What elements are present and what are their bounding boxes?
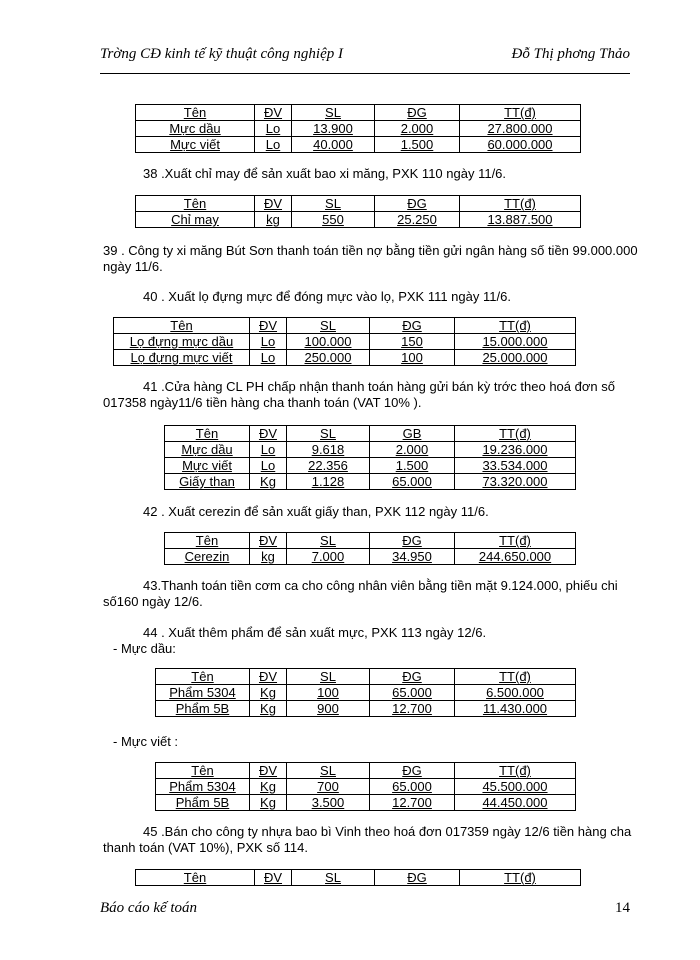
- cell-name: Phẩm 5304: [156, 779, 250, 795]
- table-header-row: [165, 426, 576, 442]
- col-price: ĐG: [375, 196, 460, 212]
- cell-unit: Lo: [255, 137, 292, 153]
- col-qty: SL: [292, 105, 375, 121]
- table-row: [156, 685, 576, 701]
- cell-price: 150: [370, 334, 455, 350]
- cell-total: 73.320.000: [455, 474, 576, 490]
- cell-name: Lọ đựng mực viết: [114, 350, 250, 366]
- table-row: [156, 701, 576, 717]
- paragraph-45: 45 .Bán cho công ty nhựa bao bì Vinh theo hoá đơn 017359 ngày 12/6 tiền hàng cha thanh toán (VAT 10%), PXK số 114.: [103, 824, 632, 855]
- cell-unit: Lo: [250, 442, 287, 458]
- col-qty: SL: [287, 533, 370, 549]
- cell-qty: 40.000: [292, 137, 375, 153]
- subheading-ink-oil: - Mực dầu:: [113, 641, 176, 656]
- cell-price: 25.250: [375, 212, 460, 228]
- col-name: Tên: [156, 669, 250, 685]
- table-header-row: [165, 533, 576, 549]
- table-row: [136, 121, 581, 137]
- paragraph-39: 39 . Công ty xi măng Bút Sơn thanh toán tiền nợ bằng tiền gửi ngân hàng số tiền 99.000.000 ngày 11/6.: [103, 243, 638, 274]
- cell-price: 34.950: [370, 549, 455, 565]
- cell-total: 25.000.000: [455, 350, 576, 366]
- cell-name: Mực dầu: [165, 442, 250, 458]
- col-qty: SL: [287, 318, 370, 334]
- cell-unit: Lo: [250, 458, 287, 474]
- header-school: Trờng CĐ kinh tế kỹ thuật công nghiệp I: [100, 46, 343, 62]
- col-total: TT(đ): [460, 105, 581, 121]
- cell-unit: Kg: [250, 474, 287, 490]
- cell-price: 1.500: [375, 137, 460, 153]
- cell-price: 100: [370, 350, 455, 366]
- cell-qty: 900: [287, 701, 370, 717]
- cell-total: 19.236.000: [455, 442, 576, 458]
- col-price: ĐG: [375, 105, 460, 121]
- table-dye-writing-ink: [155, 762, 576, 811]
- col-unit: ĐV: [255, 870, 292, 886]
- col-total: TT(đ): [455, 533, 576, 549]
- cell-price: 65.000: [370, 474, 455, 490]
- col-qty: SL: [292, 870, 375, 886]
- cell-qty: 100.000: [287, 334, 370, 350]
- table-header-row: [136, 196, 581, 212]
- cell-total: 60.000.000: [460, 137, 581, 153]
- cell-total: 45.500.000: [455, 779, 576, 795]
- col-qty: SL: [292, 196, 375, 212]
- header-rule: [100, 73, 630, 74]
- cell-qty: 700: [287, 779, 370, 795]
- cell-name: Mực viết: [136, 137, 255, 153]
- table-thread: [135, 195, 581, 228]
- cell-total: 44.450.000: [455, 795, 576, 811]
- cell-unit: Kg: [250, 795, 287, 811]
- cell-qty: 1.128: [287, 474, 370, 490]
- cell-total: 15.000.000: [455, 334, 576, 350]
- cell-unit: Lo: [250, 334, 287, 350]
- page-footer: [100, 900, 630, 920]
- col-unit: ĐV: [250, 669, 287, 685]
- cell-name: Phẩm 5304: [156, 685, 250, 701]
- cell-total: 244.650.000: [455, 549, 576, 565]
- col-unit: ĐV: [250, 763, 287, 779]
- table-row: [114, 350, 576, 366]
- table-row: [156, 795, 576, 811]
- table-header-row: [156, 669, 576, 685]
- cell-qty: 550: [292, 212, 375, 228]
- header-author: Đỗ Thị phơng Thảo: [511, 46, 630, 62]
- cell-total: 27.800.000: [460, 121, 581, 137]
- cell-total: 13.887.500: [460, 212, 581, 228]
- col-price: ĐG: [375, 870, 460, 886]
- cell-name: Phẩm 5B: [156, 701, 250, 717]
- paragraph-38: 38 .Xuất chỉ may để sản xuất bao xi măng, PXK 110 ngày 11/6.: [143, 166, 507, 181]
- table-row: [156, 779, 576, 795]
- cell-unit: Lo: [250, 350, 287, 366]
- col-qty: SL: [287, 669, 370, 685]
- col-name: Tên: [165, 533, 250, 549]
- paragraph-41: 41 .Cửa hàng CL PH chấp nhận thanh toán hàng gửi bán kỳ trớc theo hoá đơn số 017358 ngày11/6 tiền hàng cha thanh toán (VAT 10% ).: [103, 379, 615, 410]
- cell-price: 2.000: [370, 442, 455, 458]
- cell-unit: kg: [250, 549, 287, 565]
- col-name: Tên: [136, 196, 255, 212]
- table-ink-1: [135, 104, 581, 153]
- table-row: [165, 549, 576, 565]
- col-qty: SL: [287, 426, 370, 442]
- page-number: 14: [615, 900, 630, 916]
- subheading-writing-ink: - Mực viết :: [113, 734, 179, 749]
- cell-total: 11.430.000: [455, 701, 576, 717]
- table-sale-vinh: [135, 869, 581, 886]
- cell-total: 33.534.000: [455, 458, 576, 474]
- cell-total: 6.500.000: [455, 685, 576, 701]
- cell-price: 65.000: [370, 779, 455, 795]
- col-unit: ĐV: [250, 318, 287, 334]
- col-total: TT(đ): [455, 426, 576, 442]
- paragraph-40: 40 . Xuất lọ đựng mực để đóng mực vào lọ, PXK 111 ngày 11/6.: [143, 289, 511, 304]
- cell-unit: Kg: [250, 685, 287, 701]
- cell-price: 2.000: [375, 121, 460, 137]
- cell-name: Mực dầu: [136, 121, 255, 137]
- cell-price: 65.000: [370, 685, 455, 701]
- col-total: TT(đ): [460, 870, 581, 886]
- cell-qty: 22.356: [287, 458, 370, 474]
- cell-unit: Kg: [250, 779, 287, 795]
- col-name: Tên: [156, 763, 250, 779]
- col-unit: ĐV: [250, 533, 287, 549]
- col-unit: ĐV: [255, 105, 292, 121]
- col-price: GB: [370, 426, 455, 442]
- cell-name: Phẩm 5B: [156, 795, 250, 811]
- col-price: ĐG: [370, 318, 455, 334]
- table-cerezin: [164, 532, 576, 565]
- cell-qty: 13.900: [292, 121, 375, 137]
- cell-price: 1.500: [370, 458, 455, 474]
- table-row: [165, 474, 576, 490]
- col-total: TT(đ): [455, 669, 576, 685]
- table-row: [165, 458, 576, 474]
- table-row: [136, 137, 581, 153]
- cell-qty: 250.000: [287, 350, 370, 366]
- col-unit: ĐV: [250, 426, 287, 442]
- cell-unit: Kg: [250, 701, 287, 717]
- table-row: [136, 212, 581, 228]
- col-qty: SL: [287, 763, 370, 779]
- paragraph-44: 44 . Xuất thêm phẩm để sản xuất mực, PXK 113 ngày 12/6.: [143, 625, 487, 640]
- footer-title: Báo cáo kế toán: [100, 900, 198, 916]
- col-name: Tên: [136, 105, 255, 121]
- cell-price: 12.700: [370, 701, 455, 717]
- col-total: TT(đ): [460, 196, 581, 212]
- col-price: ĐG: [370, 533, 455, 549]
- table-row: [114, 334, 576, 350]
- table-header-row: [156, 763, 576, 779]
- cell-name: Cerezin: [165, 549, 250, 565]
- cell-name: Giấy than: [165, 474, 250, 490]
- table-header-row: [136, 105, 581, 121]
- col-unit: ĐV: [255, 196, 292, 212]
- cell-qty: 3.500: [287, 795, 370, 811]
- col-name: Tên: [165, 426, 250, 442]
- page-header: [100, 46, 630, 66]
- col-price: ĐG: [370, 669, 455, 685]
- col-total: TT(đ): [455, 763, 576, 779]
- paragraph-43: 43.Thanh toán tiền cơm ca cho công nhân viên bằng tiền mặt 9.124.000, phiếu chi số160 ngày 12/6.: [103, 578, 618, 609]
- table-sales: [164, 425, 576, 490]
- cell-qty: 7.000: [287, 549, 370, 565]
- col-price: ĐG: [370, 763, 455, 779]
- col-name: Tên: [114, 318, 250, 334]
- cell-qty: 100: [287, 685, 370, 701]
- table-header-row: [114, 318, 576, 334]
- cell-qty: 9.618: [287, 442, 370, 458]
- cell-name: Chỉ may: [136, 212, 255, 228]
- table-dye-oil-ink: [155, 668, 576, 717]
- table-row: [165, 442, 576, 458]
- paragraph-42: 42 . Xuất cerezin để sản xuất giấy than, PXK 112 ngày 11/6.: [143, 504, 489, 519]
- cell-unit: kg: [255, 212, 292, 228]
- table-bottles: [113, 317, 576, 366]
- table-header-row: [136, 870, 581, 886]
- col-total: TT(đ): [455, 318, 576, 334]
- cell-unit: Lo: [255, 121, 292, 137]
- col-name: Tên: [136, 870, 255, 886]
- cell-name: Lọ đựng mực dầu: [114, 334, 250, 350]
- cell-price: 12.700: [370, 795, 455, 811]
- cell-name: Mực viết: [165, 458, 250, 474]
